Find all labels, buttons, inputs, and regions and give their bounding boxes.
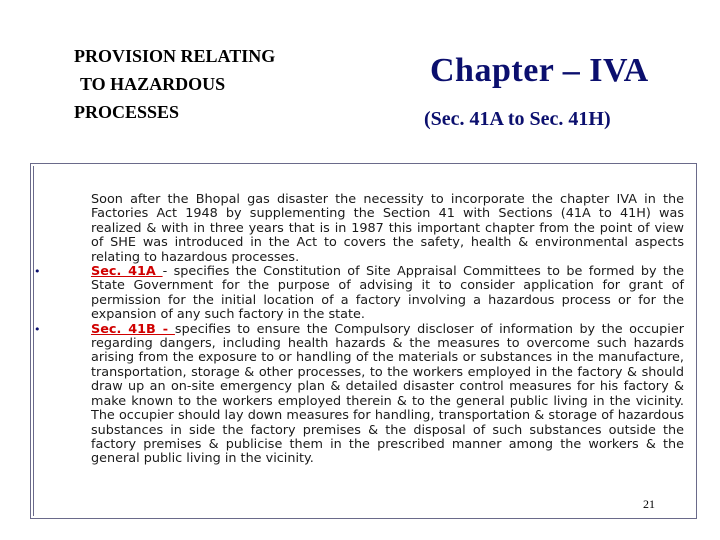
list-item-sec-41a — [34, 264, 684, 323]
body-text — [34, 192, 684, 467]
chapter-sections: (Sec. 41A to Sec. 41H) — [424, 108, 611, 130]
left-title — [74, 42, 334, 126]
frame-inner-rule — [33, 166, 34, 516]
sec-41a-label: Sec. 41A — [91, 264, 163, 280]
sec-41b-text: specifies to ensure the Compulsory discloser of information by the occupier regarding dangers, including health hazards & the measures to overcome such hazards arising from the exposure to or handling of the materials or substances in the manufacture, transportation, storage & other processes, to the workers employed in the factory & should draw up an on-site emergency plan & detailed disaster control measures for his factory & make known to the workers employed therein & to the general public living in the vicinity. The occupier should lay down measures for handling, transportation & storage of hazardous substances in side the factory premises & the disposal of such substances outside the factory premises & publicise them in the prescribed manner among the workers & the general public living in the vicinity. — [91, 321, 684, 467]
left-title-line-1: PROVISION RELATING — [74, 46, 276, 66]
chapter-title: Chapter – IVA — [430, 52, 649, 89]
intro-paragraph: Soon after the Bhopal gas disaster the necessity to incorporate the chapter IVA in the Factories Act 1948 by supplementing the Section 41 with Sections (41A to 41H) was realized & with in three years that is in 1987 this important chapter from the point of view of SHE was introduced in the Act to covers the safety, health & environmental aspects relating to hazardous processes. — [91, 192, 684, 265]
page-number: 21 — [643, 497, 655, 511]
sec-41a-text: - specifies the Constitution of Site Appraisal Committees to be formed by the State Government for the purpose of advising it to consider application for grant of permission for the initial location of a factory involving a hazardous process or for the expansion of any such factory in the state. — [91, 264, 684, 323]
bullet-icon: • — [34, 265, 41, 279]
left-title-line-3: PROCESSES — [74, 102, 180, 122]
list-item-sec-41b — [34, 321, 684, 467]
left-title-line-2: TO HAZARDOUS — [80, 74, 226, 94]
sec-41b-label: Sec. 41B - — [91, 321, 175, 337]
bullet-icon: • — [34, 322, 41, 336]
